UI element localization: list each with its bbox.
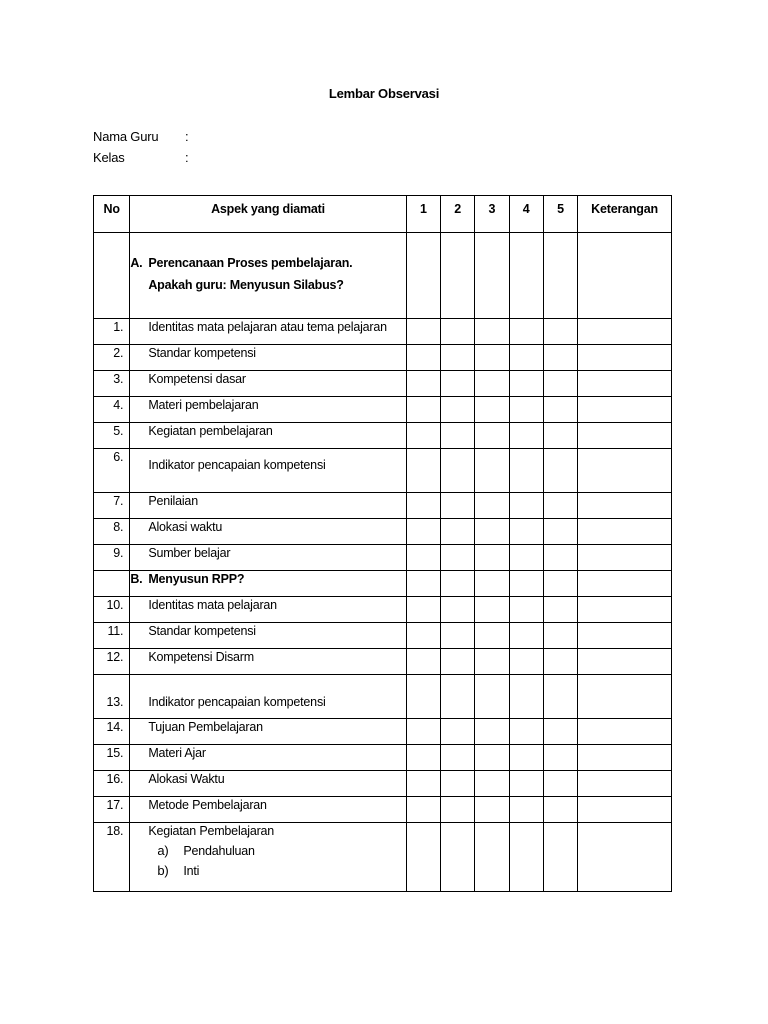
score-cell[interactable] — [440, 823, 474, 892]
score-cell[interactable] — [406, 571, 440, 597]
row-number: 8. — [94, 519, 130, 545]
row-aspect — [130, 623, 406, 649]
keterangan-cell[interactable] — [578, 823, 672, 892]
row-aspect: Materi pembelajaran — [130, 397, 406, 423]
score-cell[interactable] — [440, 771, 474, 797]
table-row — [94, 397, 672, 423]
header-no: No — [94, 196, 130, 233]
table-row — [94, 371, 672, 397]
score-cell[interactable] — [509, 233, 543, 319]
row-aspect — [130, 719, 406, 745]
score-cell[interactable] — [406, 319, 440, 345]
section-b-row — [94, 571, 672, 597]
row-aspect: Kegiatan pembelajaran — [130, 423, 406, 449]
keterangan-cell[interactable] — [578, 519, 672, 545]
score-cell[interactable] — [440, 397, 474, 423]
score-cell[interactable] — [406, 397, 440, 423]
score-cell[interactable] — [475, 371, 509, 397]
keterangan-cell[interactable] — [578, 745, 672, 771]
score-cell[interactable] — [440, 797, 474, 823]
score-cell[interactable] — [543, 319, 577, 345]
score-cell[interactable] — [543, 797, 577, 823]
row-aspect: Alokasi waktu — [130, 519, 406, 545]
score-cell[interactable] — [440, 649, 474, 675]
section-a-heading — [130, 233, 406, 319]
score-cell[interactable] — [543, 571, 577, 597]
row-number: 17. — [94, 797, 130, 823]
score-cell[interactable] — [509, 545, 543, 571]
section-b-heading — [130, 571, 406, 597]
no-cell — [94, 571, 130, 597]
score-cell[interactable] — [406, 423, 440, 449]
sub-text: Pendahuluan — [183, 844, 255, 858]
score-cell[interactable] — [509, 319, 543, 345]
score-cell[interactable] — [440, 519, 474, 545]
row-aspect-text: Standar kompetensi — [148, 624, 256, 638]
row-number: 15. — [94, 745, 130, 771]
score-cell[interactable] — [543, 345, 577, 371]
table-row — [94, 623, 672, 649]
row-aspect: Indikator pencapaian kompetensi — [130, 449, 406, 493]
score-cell[interactable] — [509, 493, 543, 519]
score-cell[interactable] — [475, 719, 509, 745]
score-cell[interactable] — [475, 675, 509, 719]
row-aspect — [130, 675, 406, 719]
row-aspect: Kompetensi dasar — [130, 371, 406, 397]
header-score-3: 3 — [475, 196, 509, 233]
row-aspect-text: Tujuan Pembelajaran — [148, 720, 263, 734]
row-aspect-text: Indikator pencapaian kompetensi — [148, 695, 326, 709]
row-number: 3. — [94, 371, 130, 397]
score-cell[interactable] — [543, 371, 577, 397]
score-cell[interactable] — [406, 345, 440, 371]
row-aspect: Penilaian — [130, 493, 406, 519]
score-cell[interactable] — [440, 423, 474, 449]
header-row — [94, 196, 672, 233]
score-cell[interactable] — [440, 345, 474, 371]
score-cell[interactable] — [475, 823, 509, 892]
field-separator: : — [185, 150, 189, 165]
row-number: 12. — [94, 649, 130, 675]
observation-table — [93, 195, 672, 892]
row-aspect — [130, 649, 406, 675]
keterangan-cell[interactable] — [578, 797, 672, 823]
score-cell[interactable] — [406, 771, 440, 797]
header-aspek: Aspek yang diamati — [130, 196, 406, 233]
score-cell[interactable] — [406, 449, 440, 493]
score-cell[interactable] — [475, 519, 509, 545]
score-cell[interactable] — [543, 545, 577, 571]
field-separator: : — [185, 129, 189, 144]
score-cell[interactable] — [406, 745, 440, 771]
table-row — [94, 823, 672, 892]
score-cell[interactable] — [509, 397, 543, 423]
table-row — [94, 745, 672, 771]
score-cell[interactable] — [440, 233, 474, 319]
document-title: Lembar Observasi — [328, 86, 440, 101]
score-cell[interactable] — [475, 345, 509, 371]
score-cell[interactable] — [406, 675, 440, 719]
score-cell[interactable] — [475, 597, 509, 623]
score-cell[interactable] — [543, 423, 577, 449]
table-row — [94, 493, 672, 519]
score-cell[interactable] — [406, 649, 440, 675]
score-cell[interactable] — [440, 545, 474, 571]
score-cell[interactable] — [543, 771, 577, 797]
score-cell[interactable] — [406, 823, 440, 892]
row-aspect: Identitas mata pelajaran atau tema pelajaran — [130, 319, 406, 345]
section-b-text: Menyusun RPP? — [148, 572, 245, 586]
row-number: 16. — [94, 771, 130, 797]
header-score-1: 1 — [406, 196, 440, 233]
score-cell[interactable] — [475, 649, 509, 675]
score-cell[interactable] — [406, 597, 440, 623]
score-cell[interactable] — [543, 597, 577, 623]
table-row — [94, 423, 672, 449]
score-cell[interactable] — [509, 675, 543, 719]
score-cell[interactable] — [475, 233, 509, 319]
score-cell[interactable] — [543, 823, 577, 892]
sub-item — [148, 863, 405, 878]
score-cell[interactable] — [475, 319, 509, 345]
score-cell[interactable] — [440, 571, 474, 597]
score-cell[interactable] — [543, 397, 577, 423]
table-row — [94, 519, 672, 545]
score-cell[interactable] — [475, 397, 509, 423]
row-aspect: Sumber belajar — [130, 545, 406, 571]
section-a-line2: Apakah guru: Menyusun Silabus? — [148, 278, 344, 292]
row-aspect — [130, 797, 406, 823]
keterangan-cell[interactable] — [578, 423, 672, 449]
score-cell[interactable] — [509, 745, 543, 771]
score-cell[interactable] — [543, 519, 577, 545]
score-cell[interactable] — [406, 545, 440, 571]
keterangan-cell[interactable] — [578, 319, 672, 345]
score-cell[interactable] — [543, 233, 577, 319]
sub-marker: b) — [157, 863, 169, 878]
score-cell[interactable] — [543, 745, 577, 771]
section-marker: A. — [130, 256, 143, 270]
score-cell[interactable] — [509, 597, 543, 623]
table-row — [94, 345, 672, 371]
section-a-line1: Perencanaan Proses pembelajaran. — [148, 256, 353, 270]
score-cell[interactable] — [475, 545, 509, 571]
score-cell[interactable] — [475, 571, 509, 597]
sub-marker: a) — [157, 843, 169, 858]
score-cell[interactable] — [543, 449, 577, 493]
score-cell[interactable] — [406, 233, 440, 319]
keterangan-cell[interactable] — [578, 493, 672, 519]
header-score-2: 2 — [440, 196, 474, 233]
field-kelas — [93, 150, 188, 165]
table-row — [94, 771, 672, 797]
table-row — [94, 449, 672, 493]
row-number: 1. — [94, 319, 130, 345]
section-marker: B. — [130, 572, 143, 586]
keterangan-cell[interactable] — [578, 397, 672, 423]
sub-item — [148, 843, 405, 858]
header-score-4: 4 — [509, 196, 543, 233]
table-row — [94, 545, 672, 571]
row-aspect-text: Identitas mata pelajaran — [148, 598, 277, 612]
keterangan-cell[interactable] — [578, 371, 672, 397]
row-number: 5. — [94, 423, 130, 449]
row-number: 11. — [94, 623, 130, 649]
score-cell[interactable] — [406, 719, 440, 745]
row-number: 14. — [94, 719, 130, 745]
row-aspect — [130, 745, 406, 771]
row-number: 9. — [94, 545, 130, 571]
field-label: Kelas — [93, 150, 125, 165]
row-number: 4. — [94, 397, 130, 423]
score-cell[interactable] — [543, 719, 577, 745]
keterangan-cell[interactable] — [578, 649, 672, 675]
keterangan-cell[interactable] — [578, 719, 672, 745]
score-cell[interactable] — [475, 423, 509, 449]
table-row — [94, 675, 672, 719]
score-cell[interactable] — [509, 823, 543, 892]
score-cell[interactable] — [440, 745, 474, 771]
score-cell[interactable] — [543, 623, 577, 649]
score-cell[interactable] — [509, 449, 543, 493]
header-keterangan: Keterangan — [578, 196, 672, 233]
score-cell[interactable] — [440, 719, 474, 745]
header-score-5: 5 — [543, 196, 577, 233]
row-number: 7. — [94, 493, 130, 519]
keterangan-cell[interactable] — [578, 345, 672, 371]
row-aspect — [130, 597, 406, 623]
score-cell[interactable] — [475, 771, 509, 797]
score-cell[interactable] — [440, 319, 474, 345]
row-aspect-text: Kompetensi Disarm — [148, 650, 254, 664]
row-aspect — [130, 771, 406, 797]
score-cell[interactable] — [475, 449, 509, 493]
score-cell[interactable] — [406, 493, 440, 519]
score-cell[interactable] — [406, 623, 440, 649]
score-cell[interactable] — [509, 649, 543, 675]
score-cell[interactable] — [543, 675, 577, 719]
row-aspect-text: Alokasi Waktu — [148, 772, 225, 786]
sub-text: Inti — [183, 864, 200, 878]
table-row — [94, 597, 672, 623]
score-cell[interactable] — [475, 623, 509, 649]
field-nama-guru — [93, 129, 188, 144]
score-cell[interactable] — [509, 371, 543, 397]
section-a-row — [94, 233, 672, 319]
table-row — [94, 719, 672, 745]
score-cell[interactable] — [440, 623, 474, 649]
row-aspect-text: Metode Pembelajaran — [148, 798, 267, 812]
score-cell[interactable] — [440, 493, 474, 519]
score-cell[interactable] — [475, 797, 509, 823]
row-number: 6. — [94, 449, 130, 493]
table-row — [94, 319, 672, 345]
score-cell[interactable] — [509, 719, 543, 745]
keterangan-cell[interactable] — [578, 545, 672, 571]
row-number: 13. — [94, 675, 130, 719]
table-row — [94, 649, 672, 675]
row-number: 10. — [94, 597, 130, 623]
score-cell[interactable] — [509, 519, 543, 545]
keterangan-cell[interactable] — [578, 449, 672, 493]
keterangan-cell[interactable] — [578, 571, 672, 597]
score-cell[interactable] — [440, 449, 474, 493]
score-cell[interactable] — [543, 493, 577, 519]
row-number: 2. — [94, 345, 130, 371]
score-cell[interactable] — [475, 493, 509, 519]
row-number: 18. — [94, 823, 130, 892]
score-cell[interactable] — [440, 675, 474, 719]
row-aspect-text: Materi Ajar — [148, 746, 206, 760]
score-cell[interactable] — [440, 597, 474, 623]
score-cell[interactable] — [543, 649, 577, 675]
keterangan-cell[interactable] — [578, 623, 672, 649]
score-cell[interactable] — [406, 797, 440, 823]
score-cell[interactable] — [509, 771, 543, 797]
score-cell[interactable] — [440, 371, 474, 397]
row-aspect: Standar kompetensi — [130, 345, 406, 371]
no-cell — [94, 233, 130, 319]
row-aspect-text: Kegiatan Pembelajaran — [148, 824, 275, 838]
score-cell[interactable] — [475, 745, 509, 771]
keterangan-cell[interactable] — [578, 675, 672, 719]
keterangan-cell[interactable] — [578, 597, 672, 623]
score-cell[interactable] — [509, 423, 543, 449]
score-cell[interactable] — [509, 571, 543, 597]
field-label: Nama Guru — [93, 129, 159, 144]
keterangan-cell[interactable] — [578, 771, 672, 797]
table-row — [94, 797, 672, 823]
score-cell[interactable] — [509, 797, 543, 823]
row-aspect — [130, 823, 406, 892]
score-cell[interactable] — [406, 519, 440, 545]
score-cell[interactable] — [406, 371, 440, 397]
score-cell[interactable] — [509, 623, 543, 649]
score-cell[interactable] — [509, 345, 543, 371]
keterangan-cell[interactable] — [578, 233, 672, 319]
